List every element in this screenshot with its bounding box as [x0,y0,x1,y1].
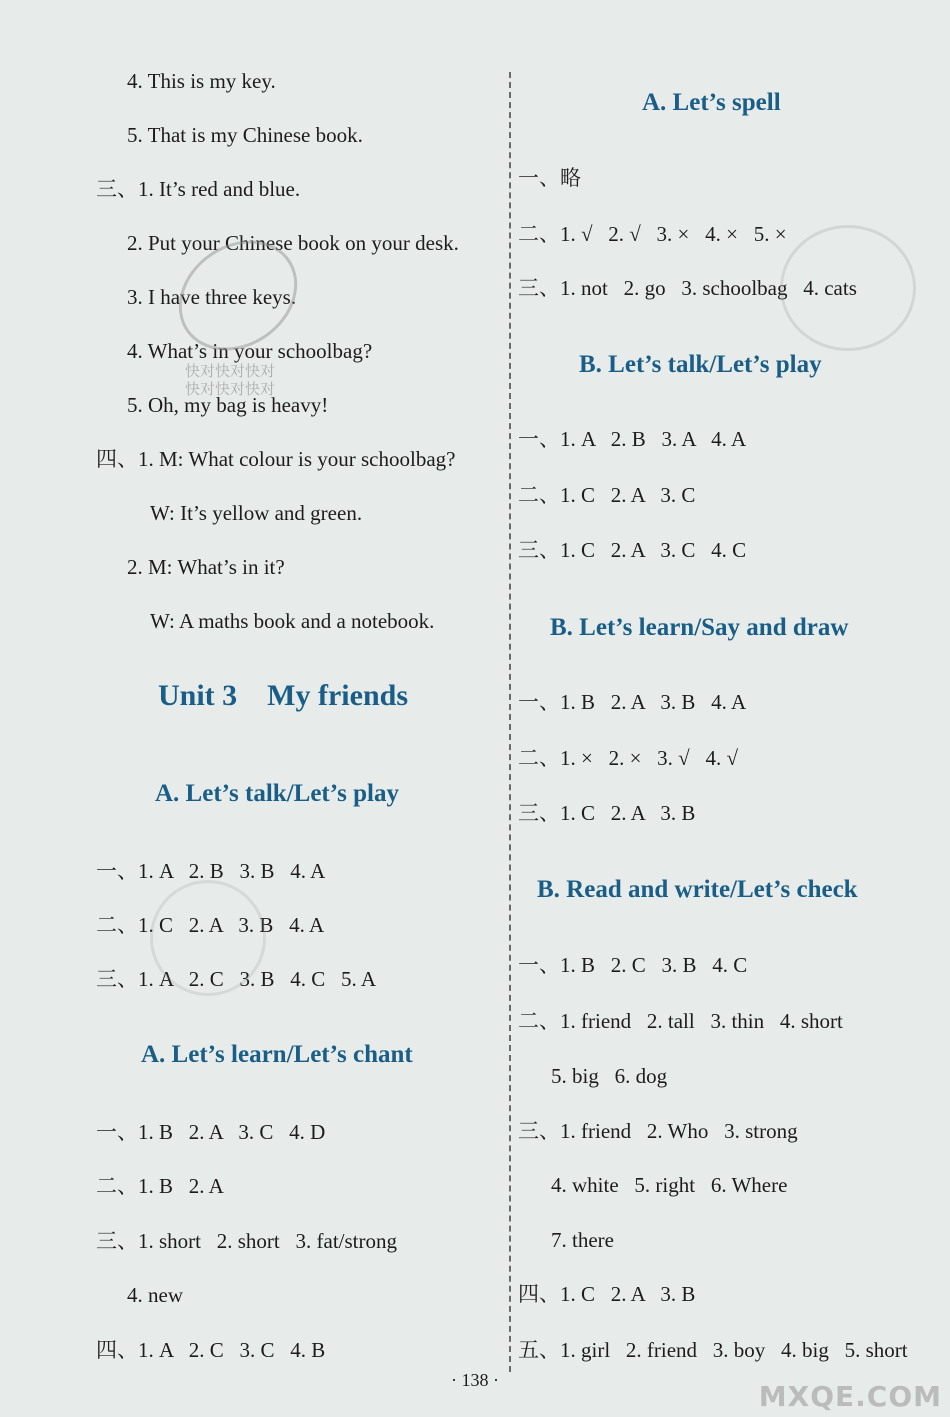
section-heading: A. Let’s spell [642,89,781,116]
answer-line: 4. What’s in your schoolbag? [127,339,373,363]
answer-line: W: It’s yellow and green. [150,501,363,525]
answer-line: 三、1. A 2. C 3. B 4. C 5. A [96,967,377,991]
answer-line: 二、1. × 2. × 3. √ 4. √ [518,746,738,770]
site-watermark: MXQE.COM [758,1380,942,1413]
answer-line: 4. white 5. right 6. Where [551,1173,788,1197]
answer-line: 4. new [127,1283,183,1307]
answer-line: 二、1. B 2. A [96,1174,224,1198]
answer-line: 三、1. short 2. short 3. fat/strong [96,1229,397,1253]
answer-line: 二、1. √ 2. √ 3. × 4. × 5. × [518,222,787,246]
section-heading: A. Let’s learn/Let’s chant [141,1041,413,1068]
answer-line: 三、1. not 2. go 3. schoolbag 4. cats [518,276,857,300]
watermark-stamp-text: 快对快对快对 快对快对快对 [185,362,276,398]
answer-line: 三、1. It’s red and blue. [96,177,301,201]
answer-line: 四、1. M: What colour is your schoolbag? [96,447,456,471]
answer-line: 二、1. friend 2. tall 3. thin 4. short [518,1009,843,1033]
answer-line: 一、1. B 2. A 3. C 4. D [96,1120,326,1144]
answer-line: 五、1. girl 2. friend 3. boy 4. big 5. short [518,1338,908,1362]
answer-line: 4. This is my key. [127,69,276,93]
answer-line: 2. M: What’s in it? [127,555,285,579]
section-heading: B. Read and write/Let’s check [537,876,858,903]
answer-line: 7. there [551,1228,614,1252]
watermark-stamp-circle-faint [780,225,916,351]
answer-line: 2. Put your Chinese book on your desk. [127,231,459,255]
answer-line: 三、1. C 2. A 3. C 4. C [518,538,747,562]
answer-line: 二、1. C 2. A 3. C [518,483,696,507]
column-divider [509,72,511,1372]
answer-line: 一、1. B 2. C 3. B 4. C [518,953,748,977]
answer-line: W: A maths book and a notebook. [150,609,435,633]
answer-line: 5. big 6. dog [551,1064,668,1088]
answer-line: 一、1. A 2. B 3. B 4. A [96,859,326,883]
answer-line: 3. I have three keys. [127,285,297,309]
section-heading: A. Let’s talk/Let’s play [155,780,399,807]
answer-line: 一、略 [518,166,581,190]
answer-line: 5. Oh, my bag is heavy! [127,393,329,417]
answer-line: 5. That is my Chinese book. [127,123,363,147]
page-number: · 138 · [451,1370,499,1390]
answer-line: 三、1. friend 2. Who 3. strong [518,1119,798,1143]
answer-line: 一、1. A 2. B 3. A 4. A [518,427,747,451]
answer-line: 三、1. C 2. A 3. B [518,801,696,825]
watermark-stamp-circle-faint-2 [150,880,266,996]
unit-title: Unit 3 My friends [158,679,408,712]
answer-line: 一、1. B 2. A 3. B 4. A [518,690,747,714]
answer-line: 二、1. C 2. A 3. B 4. A [96,913,325,937]
answer-line: 四、1. C 2. A 3. B [518,1282,696,1306]
answer-line: 四、1. A 2. C 3. C 4. B [96,1338,326,1362]
section-heading: B. Let’s talk/Let’s play [579,351,822,378]
section-heading: B. Let’s learn/Say and draw [550,614,849,641]
